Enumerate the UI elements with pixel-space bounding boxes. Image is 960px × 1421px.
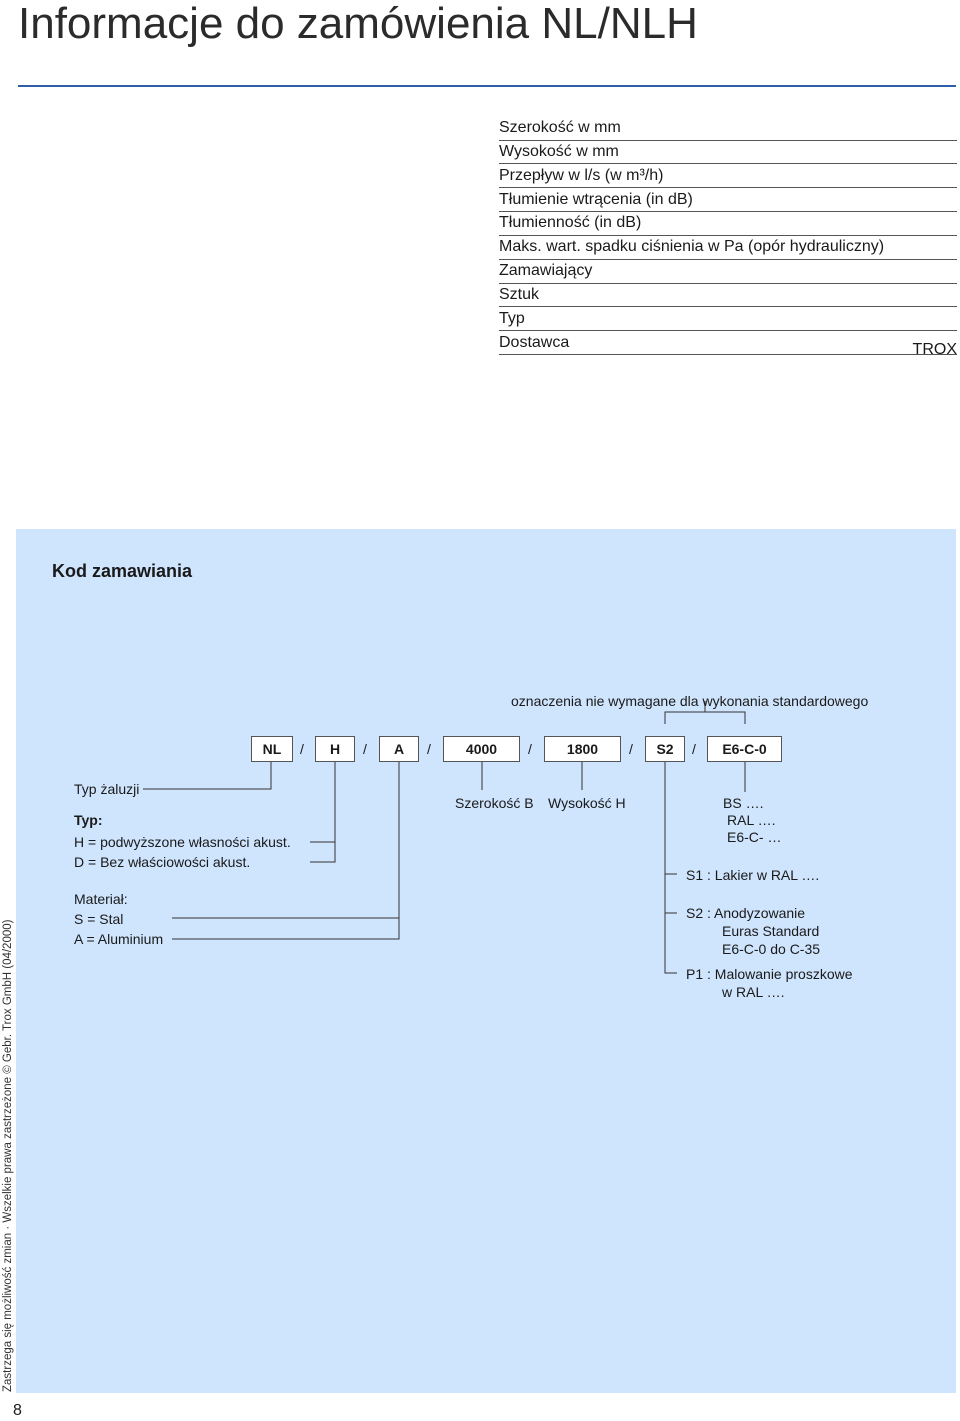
material-option-s: S = Stal [74,911,124,927]
standard-note: oznaczenia nie wymagane dla wykonania standardowego [511,693,869,709]
form-label: Dostawca [499,333,570,351]
surface-option-s1: S1 : Lakier w RAL …. [686,867,820,883]
page-number: 8 [13,1402,22,1419]
code-separator: / [300,741,304,757]
code-separator: / [427,741,431,757]
code-separator: / [363,741,367,757]
page-title: Informacje do zamówienia NL/NLH [18,0,698,48]
type-option-h: H = podwyższone własności akust. [74,834,291,850]
form-label: Tłumienie wtrącenia (in dB) [499,190,693,208]
height-label: Wysokość H [548,795,626,811]
surface-option-s2-line2: Euras Standard [722,923,820,939]
code-box-nl: NL [251,736,293,762]
code-box-surface: S2 [645,736,685,762]
color-option-e6: E6-C- … [727,829,782,845]
surface-option-s2-line3: E6-C-0 do C-35 [722,941,821,957]
code-box-height: 1800 [544,736,621,762]
form-label: Sztuk [499,285,540,303]
width-label: Szerokość B [455,795,534,811]
code-box-color: E6-C-0 [707,736,782,762]
surface-option-s2: S2 : Anodyzowanie [686,905,806,921]
code-separator: / [692,741,696,757]
form-label: Tłumienność (in dB) [499,214,642,232]
material-option-a: A = Aluminium [74,931,164,947]
form-label: Przepływ w l/s (w m³/h) [499,166,664,184]
louvre-type-label: Typ żaluzji [74,781,140,797]
form-label: Maks. wart. spadku ciśnienia w Pa (opór hydrauliczny) [499,238,885,256]
color-option-ral: RAL …. [727,812,776,828]
code-box-width: 4000 [443,736,520,762]
code-box-material: A [379,736,419,762]
code-separator: / [629,741,633,757]
type-heading: Typ: [74,812,103,828]
copyright-note: Zastrzega się możliwość zmian · Wszelkie prawa zastrzeżone © Gebr. Trox GmbH (04/2000) [2,919,14,1392]
form-label: Zamawiający [499,262,593,280]
form-label: Szerokość w mm [499,119,621,136]
code-separator: / [528,741,532,757]
form-label: Typ [499,309,525,327]
code-box-type: H [315,736,355,762]
form-label: Wysokość w mm [499,142,619,160]
color-option-bs: BS …. [723,795,764,811]
material-heading: Materiał: [74,891,128,907]
surface-option-p1: P1 : Malowanie proszkowe [686,966,853,982]
type-option-d: D = Bez właściowości akust. [74,854,251,870]
form-value: TROX [912,340,957,358]
order-code-title: Kod zamawiania [52,561,193,581]
surface-option-p1-line2: w RAL …. [722,984,785,1000]
